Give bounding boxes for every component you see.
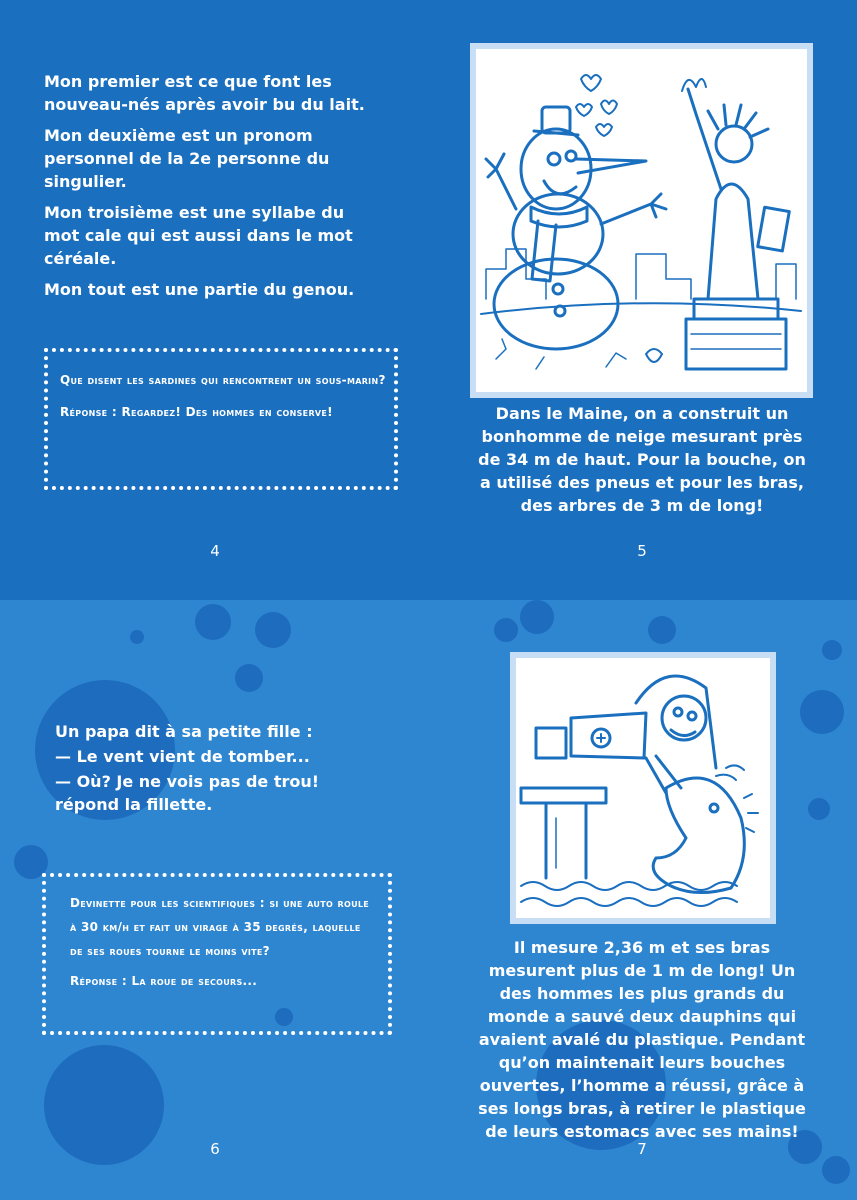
caption-tall-man: Il mesure 2,36 m et ses bras mesurent plus de 1 m de long! Un des hommes les plus grands du monde a sauvé deux dauphins qui avaient avalé du plastique. Pendant qu’on maintenait leurs bouches ouvertes, l’homme a réussi, grâce à ses longs bras, à retirer le plastique de leurs estomacs avec ses mains! bbox=[478, 938, 806, 1141]
illustration-snowman-liberty bbox=[470, 43, 813, 398]
riddle-line-1: Mon premier est ce que font les nouveau-nés après avoir bu du lait. bbox=[44, 72, 365, 114]
joke-line-3: — Où? Je ne vois pas de trou! répond la fillette. bbox=[55, 772, 320, 814]
page-number-4: 4 bbox=[210, 542, 220, 560]
joke-text bbox=[55, 720, 375, 824]
riddle-line-4: Mon tout est une partie du genou. bbox=[44, 280, 355, 299]
box-question: Que disent les sardines qui rencontrent un sous-marin? bbox=[60, 373, 386, 387]
snowman-liberty-drawing bbox=[476, 49, 807, 392]
joke-box-sardines-text bbox=[60, 368, 386, 424]
joke-line-2: — Le vent vient de tomber... bbox=[55, 747, 310, 766]
riddle-text bbox=[44, 70, 374, 309]
riddle-line-2: Mon deuxième est un pronom personnel de la 2e personne du singulier. bbox=[44, 126, 330, 191]
page-number-6: 6 bbox=[210, 1140, 220, 1158]
dolphin-rescue-drawing bbox=[516, 658, 770, 918]
decor-bubble bbox=[255, 612, 291, 648]
decor-bubble bbox=[520, 600, 554, 634]
decor-bubble bbox=[648, 616, 676, 644]
decor-bubble bbox=[44, 1045, 164, 1165]
decor-bubble bbox=[808, 798, 830, 820]
decor-bubble bbox=[800, 690, 844, 734]
box-answer: Réponse : La roue de secours... bbox=[70, 974, 258, 988]
page-number-7: 7 bbox=[637, 1140, 647, 1158]
decor-bubble bbox=[494, 618, 518, 642]
caption-snowman: Dans le Maine, on a construit un bonhomme de neige mesurant près de 34 m de haut. Pour la bouche, on a utilisé des pneus et pour les bras, des arbres de 3 m de long! bbox=[478, 404, 806, 515]
spread-bottom bbox=[0, 600, 857, 1200]
joke-box-scientists-text bbox=[70, 891, 370, 993]
decor-bubble bbox=[195, 604, 231, 640]
decor-bubble bbox=[130, 630, 144, 644]
page-number-5: 5 bbox=[637, 542, 647, 560]
illustration-dolphin-rescue bbox=[510, 652, 776, 924]
riddle-line-3: Mon troisième est une syllabe du mot cale qui est aussi dans le mot céréale. bbox=[44, 203, 353, 268]
joke-line-1: Un papa dit à sa petite fille : bbox=[55, 722, 313, 741]
decor-bubble bbox=[822, 640, 842, 660]
decor-bubble bbox=[235, 664, 263, 692]
box-answer: Réponse : Regardez! Des hommes en conserve! bbox=[60, 405, 333, 419]
box-question: Devinette pour les scientifiques : si une auto roule à 30 km/h et fait un virage à 35 degrés, laquelle de ses roues tourne le moins vite? bbox=[70, 896, 370, 958]
decor-bubble bbox=[822, 1156, 850, 1184]
